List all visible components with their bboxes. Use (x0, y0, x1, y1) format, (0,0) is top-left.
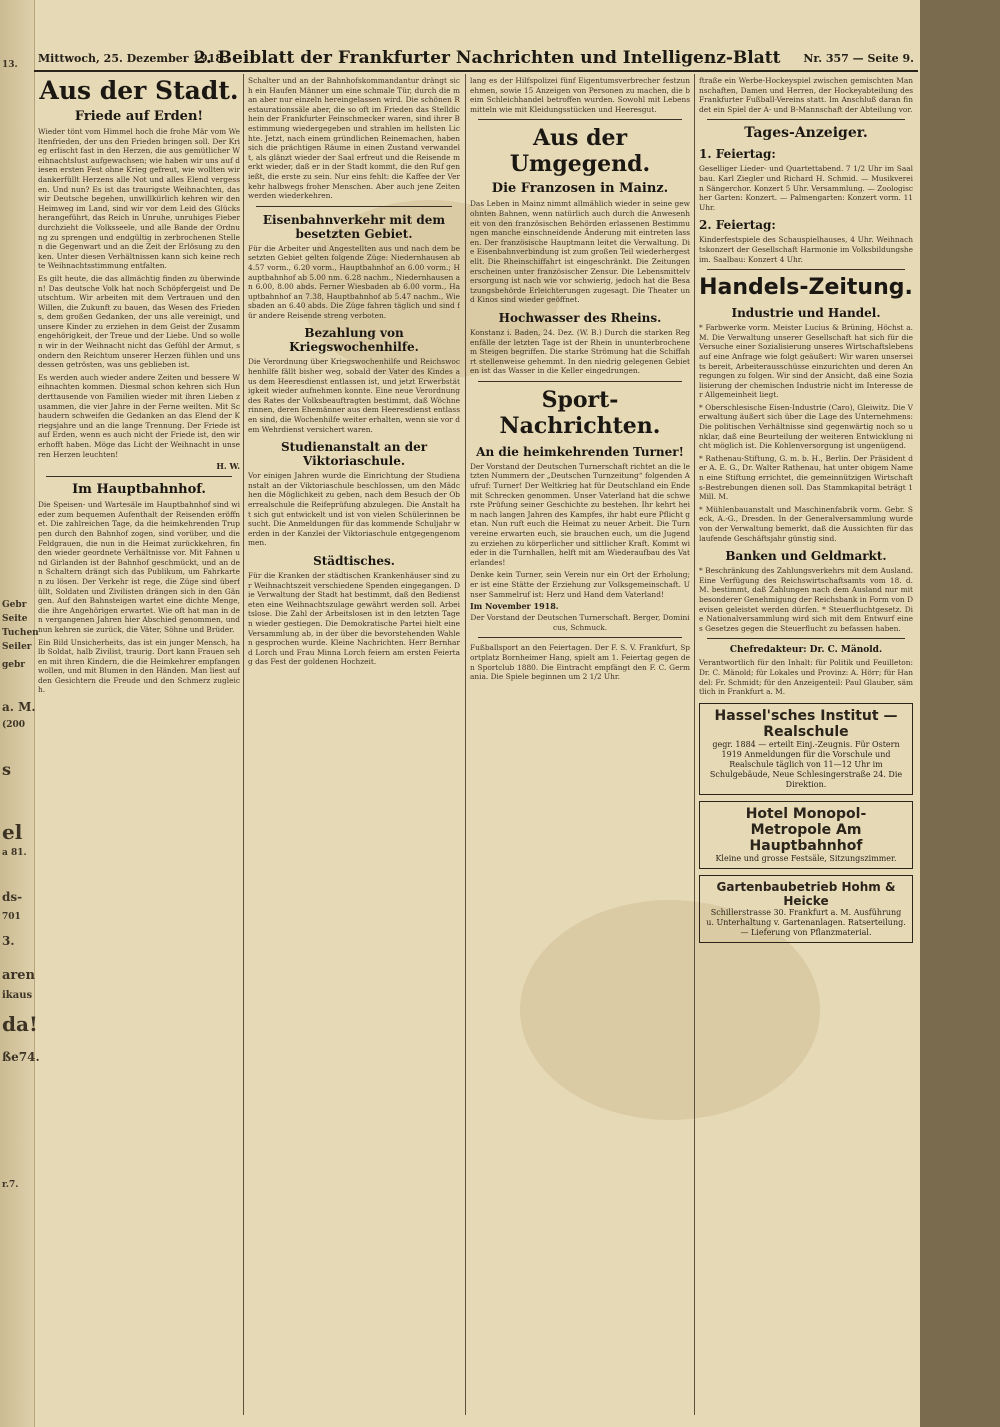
article-text: Geselliger Lieder- und Quartettabend. 7 1/2 Uhr im Saalbau. Karl Ziegler und Richard H. Schmid. — Musikverein Sängerchor. Konzert 5 Uhr. Versammlung. — Zoologischer Garten: Konzert. — Palmengarten: Konzert vorm. 11 Uhr. (699, 164, 913, 212)
article-heading: Bezahlung von Kriegswochenhilfe. (289, 326, 419, 355)
article-heading: Studienanstalt an der Viktoriaschule. (280, 440, 428, 469)
divider (478, 119, 682, 120)
spine-fragment: ße74. (2, 1050, 40, 1064)
article-text: Konstanz i. Baden, 24. Dez. (W. B.) Durch die starken Regenfälle der letzten Tage ist der Rhein in ununterbrochenem Steigen begriffen. Die starke Strömung hat die Schiffahrt stellenweise gehemmt. In den niedrig gelegenen Gebieten ist das Wasser in die Keller eingedrungen. (470, 327, 690, 376)
article-text: * Beschränkung des Zahlungsverkehrs mit dem Ausland. Eine Verfügung des Reichswirtschaftsamts vom 18. d. M. bestimmt, daß Zahlungen nach dem Ausland nur mit besonderer Genehmigung der Reichsbank in Form von Devisen geleistet werden dürfen. * Steuerfluchtgesetz. Die Nationalversammlung wird sich mit dem Entwurf eines Gesetzes gegen die Steuerflucht zu befassen haben. (699, 566, 913, 633)
spine-fragment: Tuchen (2, 628, 39, 638)
spine-fragment: ds- (2, 890, 23, 904)
article-heading: Städtisches. (313, 553, 395, 568)
spine-fragment: da! (2, 1012, 38, 1036)
advertisement (699, 703, 913, 795)
spine-fragment: Seiler (2, 642, 32, 652)
article-text: Der Vorstand der Deutschen Turnerschaft. Berger, Dominicus, Schmuck. (470, 613, 690, 632)
article-text: Die Verordnung über Kriegswochenhilfe und Reichswochenhilfe fällt bisher weg, sobald der Vater des Kindes aus dem Heeresdienst entlassen ist, und jetzt Erwerbstätigkeit wieder aufnehmen konnte. Eine neue Verordnung des Rates der Volksbeauftragten bestimmt, daß Wöchnerinnen, deren Ehemänner aus dem Heeresdienst entlassen sind, die Wochenhilfe weiter erhalten, wenn sie vor dem Wehrdienst versichert waren. (248, 357, 460, 434)
dateline: Im November 1918. (470, 601, 559, 612)
divider (478, 637, 682, 638)
background-strip (920, 0, 1000, 1427)
ad-title: Hotel Monopol-Metropole Am Hauptbahnhof (745, 805, 867, 854)
column-4 (699, 76, 913, 1417)
ad-title: Hassel'sches Institut — Realschule (714, 707, 898, 740)
article-heading: 1. Feiertag: (699, 147, 776, 162)
spine-fragment: 701 (2, 912, 21, 922)
article-text: Es gilt heute, die das allmächtig finden zu überwinden! Das deutsche Volk hat noch Schöpfergeist und Deutschtum. Wir arbeiten mit dem Vertrauen und den Willen, die Zukunft zu bauen, das Wesen des Friedens, dem großen Gedanken, der uns alle vereinigt, und unsere Kinder zu erziehen in dem Geist der Zusammengehörigkeit, der Treue und der Liebe. Und so wollen wir in der Weihnacht nicht das Gefühl der Armut, sondern den Reichtum unserer Herzen fühlen und uns dessen getrösten, was uns geblieben ist. (38, 273, 240, 370)
section-heading: Aus der Umgegend. (509, 125, 651, 178)
column-rule (243, 74, 244, 1415)
spine-fragment: el (2, 820, 23, 844)
article-text: * Farbwerke vorm. Meister Lucius & Brüning, Höchst a. M. Die Verwaltung unserer Gesellschaft hat sich für die Versuche einer Sozialisierung unseres Wirtschaftslebens auf eine Anfrage wie folgt geäußert: Wir waren unserseits bereit, Arbeiterausschüsse einzurichten und deren Anregungen zu folgen. Wir sind der Ansicht, daß eine Sozialisierung der chemischen Industrie nicht im Interesse der Allgemeinheit liegt. (699, 323, 913, 400)
advertisement (699, 875, 913, 943)
article-text: Der Vorstand der Deutschen Turnerschaft richtet an die letzten Nummern der „Deutschen Turnzeitung“ folgenden Aufruf: Turner! Der Weltkrieg hat für Deutschland ein Ende mit Schrecken genommen. Unser Vaterland hat die schwerste Prüfung seiner Geschichte zu bestehen. Ihr kehrt heim nach langen Jahren des Kampfes, ihr habt eure Pflicht getan. Nun ruft euch die Heimat zu neuer Arbeit. Die Turnvereine erwarten euch, sie brauchen euch, um die Jugend zu erziehen zu körperlicher und sittlicher Kraft. Kommt wieder in die Turnhallen, helft mit am Wiederaufbau des Vaterlandes! (470, 461, 690, 567)
article-text: Es werden auch wieder andere Zeiten und bessere Weihnachten kommen. Diesmal schon kehren sich Hunderttausende von Familien wieder mit ihren Lieben zusammen, die vier Jahre in der Ferne weilten. Mit Schaudern schweifen die Gedanken an das Elend der Kriegsjahre und an die lange Trennung. Der Friede ist auf Erden, wenn es auch nicht der Friede ist, den wir erhofft haben. Möge das Licht der Weihnacht in unseren Herzen leuchten! (38, 372, 240, 459)
article-text: lang es der Hilfspolizei fünf Eigentumsverbrecher festzunehmen, sowie 15 Anzeigen von Personen zu machen, die beim Schleichhandel betroffen wurden. Sowohl mit Lebensmitteln wie mit Kleidungsstücken und Heeresgut. (470, 76, 690, 114)
spine-fragment: 13. (2, 60, 18, 70)
article-text: Ein Bild Unsicherheits, das ist ein junger Mensch, halb Soldat, halb Zivilist, traurig. Dort kann Frauen sehen mit ihren Kindern, die die Heimkehrer empfangen wollen, und mit Blumen in den Händen. Man liest auf den Gesichtern die Freude und den Schmerz zugleich. (38, 637, 240, 695)
column-rule (694, 74, 695, 1415)
ad-text: Kleine und grosse Festsäle, Sitzungszimmer. (715, 853, 897, 863)
article-text: Denke kein Turner, sein Verein nur ein Ort der Erholung; er ist eine Stätte der Erziehung zur Volksgemeinschaft. Unser Sammelruf ist: Herz und Hand dem Vaterland! (470, 570, 690, 599)
article-heading: 2. Feiertag: (699, 218, 776, 233)
issue-date: Mittwoch, 25. Dezember 1918. (38, 52, 227, 65)
divider (707, 638, 905, 639)
spine-fragment: gebr (2, 660, 26, 670)
section-heading: Aus der Stadt. (39, 76, 239, 105)
spine-fragment: a. M. (2, 700, 36, 714)
article-text: * Rathenau-Stiftung, G. m. b. H., Berlin. Der Präsident der A. E. G., Dr. Walter Rathenau, hat unter obigem Namen eine Stiftung errichtet, die gemeinnützigen Wirtschafts-Bestrebungen dienen soll. Das Stammkapital beträgt 1 Mill. M. (699, 453, 913, 502)
editor-line: Chefredakteur: Dr. C. Mänold. (729, 645, 883, 656)
page-header (34, 50, 918, 72)
article-heading: Hochwasser des Rheins. (498, 310, 662, 325)
article-heading: Eisenbahnverkehr mit dem besetzten Gebiet. (262, 212, 446, 241)
article-text: * Oberschlesische Eisen-Industrie (Caro), Gleiwitz. Die Verwaltung äußert sich über die Lage des Unternehmens: Die politischen Verhältnisse sind gegenwärtig noch so unklar, daß eine Beurteilung der weiteren Entwicklung nicht möglich ist. Die Kohlenversorgung ist ungenügend. (699, 402, 913, 451)
spine-fragment: 3. (2, 934, 15, 948)
article-text: Für die Kranken der städtischen Krankenhäuser sind zur Weihnachtszeit verschiedene Spenden eingegangen. Die Verwaltung der Stadt hat bestimmt, daß den Bediensteten eine Weihnachtszulage gewährt werden soll. Arbeitslose. Die Zahl der Arbeitslosen ist in den letzten Tagen wieder gestiegen. Die Demokratische Partei hielt eine Versammlung ab, in der über die bevorstehenden Wahlen gesprochen wurde. Kleine Nachrichten. Herr Bernhard Lorch und Frau Minna Lorch feiern am ersten Feiertag das Fest der goldenen Hochzeit. (248, 570, 460, 667)
article-text: Fußballsport an den Feiertagen. Der F. S. V. Frankfurt, Sportplatz Bornheimer Hang, spielt am 1. Feiertag gegen den Sportclub 1880. Die Eintracht empfängt den F. C. Germania. Die Spiele beginnen um 2 1/2 Uhr. (470, 643, 690, 682)
column-3 (470, 76, 690, 1417)
article-text: Schalter und an der Bahnhofskommandantur drängt sich ein Haufen Männer um eine schmale Tür, durch die man aber nur einzeln hereingelassen wird. Die schönen Restaurationssäle aber, die so oft im Frieden das Stelldichein der Frankfurter Feinschmecker waren, sind ihrer Bestimmung wiedergegeben und strahlen im hellsten Lichte. Jetzt, nach einem gründlichen Reinemachen, haben sich die prächtigen Räume in einen Zustand verwandelt, als glänzt wieder der Saal erfreut und die Reisende merkt wieder, daß er in der Stadt kommt, die den Ruf genießt, die erste zu sein. Nur eins fehlt: die Kaffee der Verkehr halbwegs froher Menschen. Aber auch jene Zeiten werden wiederkehren. (248, 76, 460, 201)
spine-fragment: Seite (2, 614, 28, 624)
article-heading: Die Franzosen in Mainz. (491, 181, 669, 197)
section-heading: Handels-Zeitung. (699, 275, 913, 301)
article-text: ftraße ein Werbe-Hockeyspiel zwischen gemischten Mannschaften, Damen und Herren, der Hockeyabteilung des Frankfurter Fußball-Vereins statt. Im Anschluß daran findet ein Spiel der A- und B-Mannschaft der Abteilung vor. (699, 76, 913, 114)
ad-title: Gartenbaubetrieb Hohm & Heicke (716, 879, 896, 908)
divider (707, 269, 905, 270)
imprint-text: Verantwortlich für den Inhalt: für Politik und Feuilleton: Dr. C. Mänold; für Lokales und Provinz: A. Hörr; für Handel: Fr. Schmidt; für den Anzeigenteil: Paul Glauber, sämtlich in Frankfurt a. M. (699, 658, 913, 697)
masthead-title: 2. Beiblatt der Frankfurter Nachrichten und Intelligenz-Blatt (194, 48, 781, 68)
article-heading: Im Hauptbahnhof. (72, 482, 206, 498)
advertisement (699, 801, 913, 869)
divider (256, 206, 452, 207)
spine-fragment: r.7. (2, 1180, 19, 1190)
article-heading: An die heimkehrenden Turner! (476, 444, 684, 459)
author-signature: H. W. (216, 461, 240, 472)
article-text: Die Speisen- und Wartesäle im Hauptbahnhof sind wieder zum bequemen Aufenthalt der Reisenden eröffnet. Die zahlreichen Tage, da die heimkehrenden Truppen durch den Bahnhof zogen, sind vorüber, und die Feldgrauen, die nun in die Heimat zurückkehren, finden wieder geordnete Verhältnisse vor. Mit Fahnen und Girlanden ist der Bahnhof geschmückt, und an den Schaltern drängt sich das Publikum, um Fahrkarten zu lösen. Der Verkehr ist rege, die Züge sind überfüllt, Soldaten und Zivilisten drängen sich in den Gängen. Auf den Bahnsteigen wartet eine dichte Menge, die ihre Angehörigen erwartet. Wie oft hat man in den vergangenen Jahren hier Abschied genommen, und nun kehren sie zurück, die Väter, Söhne und Brüder. (38, 500, 240, 634)
article-text: Vor einigen Jahren wurde die Einrichtung der Studienanstalt an der Viktoriaschule beschlossen, um den Mädchen die Möglichkeit zu geben, nach dem Besuch der Oberrealschule die Reifeprüfung abzulegen. Die Anstalt hat sich gut entwickelt und ist von vielen Schülerinnen besucht. Die Anmeldungen für das kommende Schuljahr werden in der Kanzlei der Viktoriaschule entgegengenommen. (248, 471, 460, 548)
article-text: Für die Arbeiter und Angestellten aus und nach dem besetzten Gebiet gelten folgende Züge: Niedernhausen ab 4.57 vorm., 6.20 vorm., Hauptbahnhof an 6.00 vorm.; Hauptbahnhof ab 5.00 nm. 6.28 nachm., Niedernhausen an 6.00, 8.00 abds. Ferner Wiesbaden ab 6.00 vorm., Hauptbahnhof an 7.38, Hauptbahnhof ab 5.47 nachm., Wiesbaden an 6.40 abds. Die Züge fahren täglich und sind für andere Reisende streng verboten. (248, 243, 460, 320)
ad-text: Schillerstrasse 30. Frankfurt a. M. Ausführung u. Unterhaltung v. Gartenanlagen. Ratserteilung. — Lieferung von Pflanzmaterial. (706, 907, 906, 937)
issue-number: Nr. 357 — Seite 9. (803, 52, 914, 65)
section-heading: Sport-Nachrichten. (499, 386, 661, 439)
divider (478, 381, 682, 382)
article-text: Das Leben in Mainz nimmt allmählich wieder in seine gewohnten Bahnen, wenn natürlich auch durch die Anwesenheit von den französischen Behörden erlassenen Bestimmungen manche einschneidende Änderung mit eintreten lassen. Der französische Hauptmann leitet die Verwaltung. Die Eisenbahnverbindung ist zum großen Teil wiederhergestellt. Die Rheinschiffahrt ist eingeschränkt. Die Zeitungen erscheinen unter französischer Zensur. Die Lebensmittelversorgung ist nach wie vor schwierig, jedoch hat die Besatzungsbehörde Erleichterungen zugesagt. Die Theater und Kinos sind wieder geöffnet. (470, 199, 690, 305)
spine-fragment: ikaus (2, 990, 33, 1001)
article-heading: Banken und Geldmarkt. (725, 549, 887, 564)
section-heading: Tages-Anzeiger. (744, 125, 868, 142)
column-1 (38, 76, 240, 1417)
article-heading: Industrie und Handel. (731, 306, 881, 321)
ad-text: gegr. 1884 — erteilt Einj.-Zeugnis. Für Ostern 1919 Anmeldungen für die Vorschule und Realschule täglich von 11—12 Uhr im Schulgebäude, Neue Schlesingerstraße 24. Die Direktion. (709, 739, 903, 789)
divider (707, 119, 905, 120)
column-2 (248, 76, 460, 1417)
article-heading: Friede auf Erden! (74, 109, 204, 124)
spine-fragment: aren (2, 968, 35, 983)
article-text: Wieder tönt vom Himmel hoch die frohe Mär vom Weltenfrieden, der uns den Frieden bringen soll. Der Krieg erlischt fast in den Herzen, die aus gemütlicher Weihnachtslust aufgewachsen; wie haben wir uns auf diesen ersten Fest ohne Krieg gefreut, wie wollten wir dankerfüllt Herzens alle Not und alles Elend vergessen. Und nun? Es ist das traurigste Weihnachten, das wir Deutsche begehen, unwillkürlich kehren wir den Heimweg im Land, sind wir vor dem Leid des Glücks herangeführt, das Reich in Unruhe, unruhiges Fieber durchzieht die Volksseele, und alle Bande der Ordnung zu sprengen und endgültig in zerbrochenen Stellen die Gegenwart und an die Zeit der Erlösung zu denken. Unter diesen Verhältnissen kann sich keine rechte Weihnachtsstimmung entfalten. (38, 127, 240, 271)
article-text: Kinderfestspiele des Schauspielhauses, 4 Uhr. Weihnachtskonzert der Gesellschaft Harmonie im Volksbildungsheim. Saalbau: Konzert 4 Uhr. (699, 235, 913, 264)
spine-fragment: s (2, 760, 12, 779)
divider (46, 476, 232, 477)
spine-fragment: Gebr (2, 600, 27, 610)
article-text: * Mühlenbauanstalt und Maschinenfabrik vorm. Gebr. Seck, A.-G., Dresden. In der Generalversammlung wurde von der Verwaltung bemerkt, daß die Aussichten für das laufende Geschäftsjahr günstig sind. (699, 504, 913, 543)
column-rule (465, 74, 466, 1415)
spine-fragment: a 81. (2, 848, 27, 858)
previous-page-edge (0, 0, 40, 1427)
spine-fragment: (200 (2, 720, 26, 730)
